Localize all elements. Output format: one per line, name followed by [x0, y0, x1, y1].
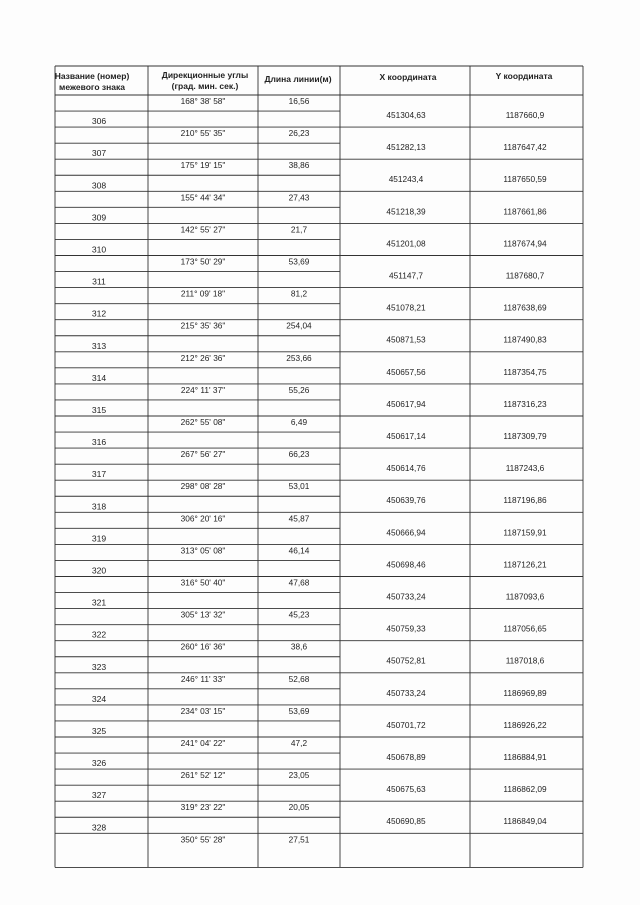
line-length: 27,43 [288, 192, 310, 203]
y-coordinate: 1187316,23 [503, 398, 547, 409]
header-angle-line2: (град. мин. сек.) [171, 81, 239, 91]
direction-angle: 313° 05' 08" [180, 545, 226, 556]
x-coordinate: 450678,89 [386, 752, 426, 762]
point-name: 314 [91, 372, 107, 383]
table-body [92, 96, 547, 844]
line-length: 20,05 [288, 802, 310, 813]
point-name: 328 [91, 822, 107, 833]
y-coordinate: 1186926,22 [503, 719, 547, 730]
header-x-coordinate: X координата [379, 72, 437, 82]
x-coordinate: 450614,76 [386, 463, 426, 474]
line-length: 21,7 [290, 224, 308, 235]
direction-angle: 306° 20' 16" [180, 513, 226, 524]
y-coordinate: 1187126,21 [503, 559, 547, 570]
direction-angle: 215° 35' 36" [180, 320, 226, 331]
x-coordinate: 451078,21 [386, 302, 426, 313]
line-length: 53,69 [288, 256, 310, 267]
point-name: 320 [91, 565, 107, 576]
point-name: 313 [91, 340, 107, 351]
direction-angle: 142° 55' 27" [180, 224, 226, 235]
header-angle-line1: Дирекционные углы [161, 70, 249, 80]
direction-angle: 298° 08' 28" [180, 481, 226, 492]
point-name: 307 [91, 148, 107, 159]
line-length: 26,23 [288, 128, 310, 139]
point-name: 310 [91, 244, 107, 255]
line-length: 47,68 [288, 577, 310, 588]
y-coordinate: 1187056,65 [503, 623, 547, 634]
x-coordinate: 450752,81 [386, 655, 426, 666]
point-name: 324 [91, 693, 107, 704]
line-length: 38,86 [288, 160, 310, 171]
y-coordinate: 1187196,86 [503, 495, 547, 506]
line-length: 16,56 [288, 96, 310, 106]
line-length: 53,69 [288, 705, 310, 716]
x-coordinate: 450698,46 [386, 559, 426, 570]
line-length: 47,2 [290, 738, 308, 748]
point-name: 322 [91, 629, 107, 640]
point-name: 317 [91, 469, 107, 480]
x-coordinate: 450657,56 [386, 366, 426, 377]
x-coordinate: 450666,94 [386, 527, 426, 538]
direction-angle: 261° 52' 12" [180, 770, 226, 781]
point-name: 308 [91, 180, 107, 191]
y-coordinate: 1187354,75 [503, 366, 547, 377]
y-coordinate: 1187243,6 [505, 463, 545, 474]
point-name: 311 [92, 276, 106, 287]
direction-angle: 246° 11' 33" [180, 673, 226, 684]
y-coordinate: 1187674,94 [503, 238, 547, 249]
header-length: Длина линии(м) [264, 74, 332, 84]
y-coordinate: 1187638,69 [503, 302, 547, 313]
direction-angle: 211° 09' 18" [180, 288, 226, 299]
x-coordinate: 450617,14 [386, 431, 426, 441]
line-length: 81,2 [290, 288, 308, 299]
x-coordinate: 450617,94 [386, 398, 426, 409]
direction-angle: 155° 44' 34" [180, 192, 226, 203]
x-coordinate: 451282,13 [386, 142, 426, 153]
direction-angle: 305° 13' 32" [180, 609, 226, 620]
point-name: 315 [91, 405, 107, 415]
direction-angle: 234° 03' 15" [180, 705, 226, 716]
x-coordinate: 451243,4 [388, 174, 424, 185]
line-length: 53,01 [288, 481, 310, 492]
x-coordinate: 451304,63 [386, 110, 426, 120]
x-coordinate: 450639,76 [386, 495, 426, 506]
y-coordinate: 1187490,83 [503, 334, 547, 345]
direction-angle: 262° 55' 08" [180, 417, 226, 427]
direction-angle: 260° 16' 36" [180, 641, 226, 652]
y-coordinate: 1186969,89 [503, 687, 547, 698]
header-y-coordinate: Y координата [495, 71, 553, 81]
x-coordinate: 451201,08 [386, 238, 426, 249]
point-name: 323 [91, 661, 107, 672]
point-name: 316 [91, 437, 107, 448]
table-header [55, 70, 553, 92]
line-length: 254,04 [286, 320, 312, 331]
line-length: 6,49 [290, 417, 308, 427]
x-coordinate: 451218,39 [386, 206, 426, 217]
point-name: 321 [91, 597, 107, 608]
point-name: 309 [91, 212, 107, 223]
x-coordinate: 451147,7 [389, 270, 423, 281]
y-coordinate: 1187018,6 [505, 655, 545, 666]
header-point-name-line2: межевого знака [59, 82, 125, 92]
y-coordinate: 1187650,59 [503, 174, 547, 185]
line-length: 38,6 [290, 641, 308, 652]
line-length: 23,05 [288, 770, 310, 781]
point-name: 312 [91, 308, 107, 319]
line-length: 27,51 [288, 834, 310, 845]
direction-angle: 267° 56' 27" [180, 449, 226, 460]
y-coordinate: 1187647,42 [503, 142, 547, 153]
direction-angle: 241° 04' 22" [180, 738, 226, 748]
direction-angle: 175° 19' 15" [180, 160, 226, 171]
y-coordinate: 1187093,6 [505, 591, 545, 602]
line-length: 46,14 [288, 545, 310, 556]
x-coordinate: 450701,72 [386, 719, 426, 730]
line-length: 45,87 [288, 513, 310, 524]
y-coordinate: 1187660,9 [505, 110, 545, 120]
x-coordinate: 450733,24 [386, 591, 426, 602]
direction-angle: 319° 23' 22" [180, 802, 226, 813]
x-coordinate: 450690,85 [386, 816, 426, 827]
line-length: 55,26 [288, 384, 310, 395]
point-name: 319 [91, 533, 107, 544]
direction-angle: 350° 55' 28" [180, 834, 226, 845]
line-length: 253,66 [286, 352, 312, 363]
line-length: 45,23 [288, 609, 310, 620]
y-coordinate: 1187309,79 [503, 431, 547, 441]
table-grid [55, 66, 583, 867]
y-coordinate: 1187680,7 [505, 270, 545, 281]
direction-angle: 168° 38' 58" [180, 96, 226, 106]
direction-angle: 210° 55' 35" [180, 128, 226, 139]
x-coordinate: 450759,33 [386, 623, 426, 634]
point-name: 326 [91, 758, 107, 769]
y-coordinate: 1186862,09 [503, 784, 547, 795]
y-coordinate: 1187159,91 [503, 527, 547, 538]
direction-angle: 173° 50' 29" [180, 256, 226, 267]
line-length: 52,68 [288, 673, 310, 684]
x-coordinate: 450871,53 [386, 334, 426, 345]
y-coordinate: 1186849,04 [503, 816, 547, 827]
point-name: 318 [91, 501, 107, 512]
direction-angle: 224° 11' 37" [180, 384, 226, 395]
point-name: 325 [91, 726, 107, 736]
header-point-name-line1: Название (номер) [54, 71, 130, 81]
direction-angle: 316° 50' 40" [180, 577, 226, 588]
x-coordinate: 450733,24 [386, 687, 426, 698]
y-coordinate: 1187661,86 [503, 206, 547, 217]
point-name: 306 [91, 116, 107, 127]
line-length: 66,23 [288, 449, 310, 460]
point-name: 327 [91, 790, 107, 801]
direction-angle: 212° 26' 36" [180, 352, 226, 363]
x-coordinate: 450675,63 [386, 784, 426, 795]
y-coordinate: 1186884,91 [503, 752, 547, 762]
